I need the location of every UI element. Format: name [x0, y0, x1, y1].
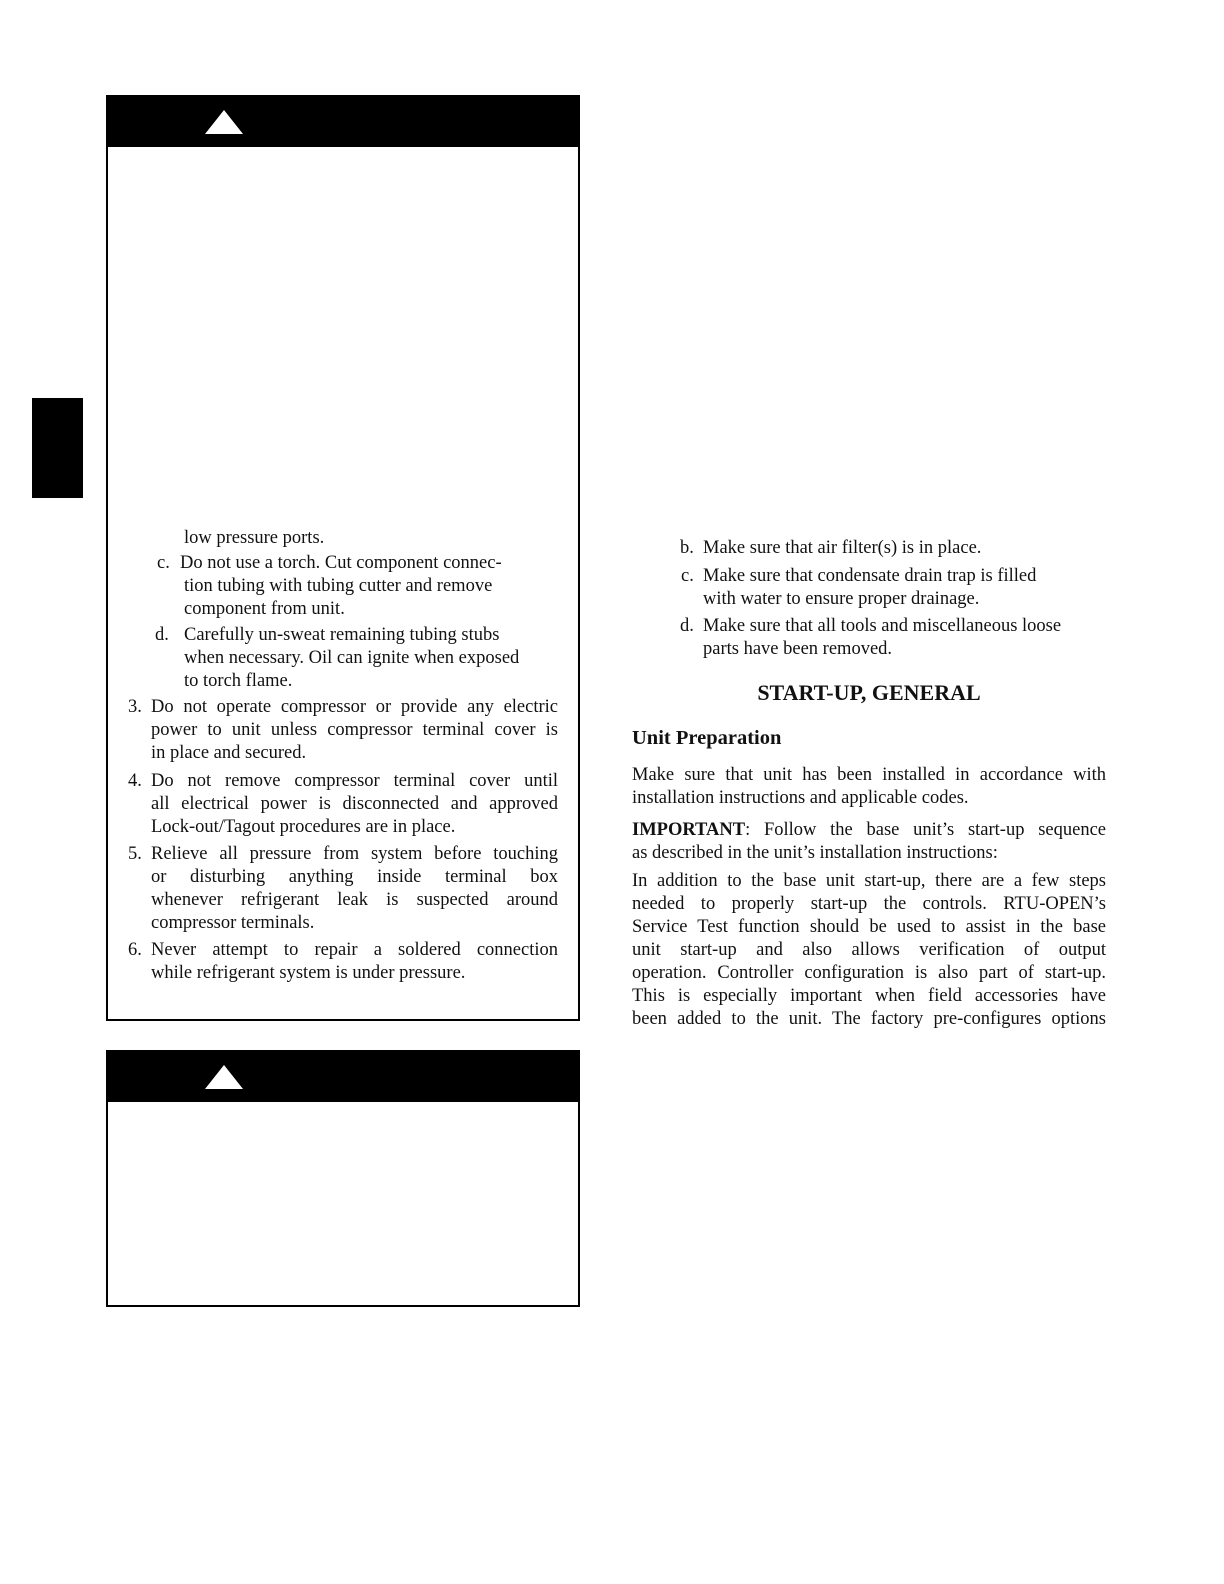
right-item-c-line-2: with water to ensure proper drainage.: [703, 589, 980, 609]
para3-line-7: been added to the unit. The factory pre-configures options: [632, 1009, 1106, 1029]
para2-line-1: [632, 819, 1106, 842]
right-item-d-line-1: Make sure that all tools and miscellaneous loose: [703, 616, 1062, 636]
item-4-line-3: Lock-out/Tagout procedures are in place.: [151, 817, 456, 837]
section-tab-marker: [32, 398, 83, 498]
important-label: IMPORTANT: [632, 820, 746, 840]
item-5-line-1: Relieve all pressure from system before touching: [151, 844, 558, 864]
right-item-c-label: c.: [681, 566, 694, 586]
para3-line-6: This is especially important when field accessories have: [632, 986, 1106, 1006]
item-4-line-2: all electrical power is disconnected and approved: [151, 794, 558, 814]
item-d-line-2: when necessary. Oil can ignite when exposed: [184, 648, 520, 668]
item-3-label: 3.: [128, 697, 142, 717]
item-3-line-3: in place and secured.: [151, 743, 307, 763]
item-6-label: 6.: [128, 940, 142, 960]
right-item-b-text: Make sure that air filter(s) is in place.: [703, 538, 982, 558]
item-6-line-1: Never attempt to repair a soldered connection: [151, 940, 558, 960]
section-heading: START-UP, GENERAL: [757, 680, 981, 705]
item-4-line-1: Do not remove compressor terminal cover until: [151, 771, 558, 791]
item-5-line-3: whenever refrigerant leak is suspected around: [151, 890, 558, 910]
item-5-line-2: or disturbing anything inside terminal box: [151, 867, 558, 887]
right-item-b-label: b.: [680, 538, 694, 558]
warning-triangle-icon: [205, 110, 243, 134]
item-c-line-3: component from unit.: [184, 599, 345, 619]
right-item-d-label: d.: [680, 616, 694, 636]
warning-box-bottom: [106, 1050, 580, 1307]
para1-line-2: installation instructions and applicable codes.: [632, 788, 969, 808]
warning-triangle-icon-2: [205, 1065, 243, 1089]
right-item-c-line-1: Make sure that condensate drain trap is filled: [703, 566, 1037, 586]
para3-line-4: unit start-up and also allows verification of output: [632, 940, 1106, 960]
subsection-heading: Unit Preparation: [632, 727, 782, 749]
item-6-line-2: while refrigerant system is under pressure.: [151, 963, 466, 983]
warning-header-bar: [108, 97, 578, 147]
item-c-label: c.: [157, 553, 170, 573]
para3-line-3: Service Test function should be used to assist in the base: [632, 917, 1106, 937]
item-3-line-1: Do not operate compressor or provide any electric: [151, 697, 558, 717]
para2-line-1-rest: : Follow the base unit’s start-up sequence: [745, 820, 1106, 840]
item-5-line-4: compressor terminals.: [151, 913, 315, 933]
item-3-line-2: power to unit unless compressor terminal cover is: [151, 720, 558, 740]
item-5-label: 5.: [128, 844, 142, 864]
right-item-d-line-2: parts have been removed.: [703, 639, 893, 659]
item-d-line-1: Carefully un-sweat remaining tubing stubs: [184, 625, 500, 645]
para1-line-1: Make sure that unit has been installed in accordance with: [632, 765, 1106, 785]
warning-header-bar-2: [108, 1052, 578, 1102]
item-d-label: d.: [155, 625, 169, 645]
item-c-line-2: tion tubing with tubing cutter and remove: [184, 576, 493, 596]
para2-line-2: as described in the unit’s installation instructions:: [632, 843, 998, 863]
item-d-line-3: to torch flame.: [184, 671, 293, 691]
para3-line-5: operation. Controller configuration is also part of start-up.: [632, 963, 1106, 983]
item-c-line-1: Do not use a torch. Cut component connec-: [180, 553, 502, 573]
para3-line-1: In addition to the base unit start-up, there are a few steps: [632, 871, 1106, 891]
item-b-tail: low pressure ports.: [184, 528, 325, 548]
para3-line-2: needed to properly start-up the controls. RTU-OPEN’s: [632, 894, 1106, 914]
item-4-label: 4.: [128, 771, 142, 791]
